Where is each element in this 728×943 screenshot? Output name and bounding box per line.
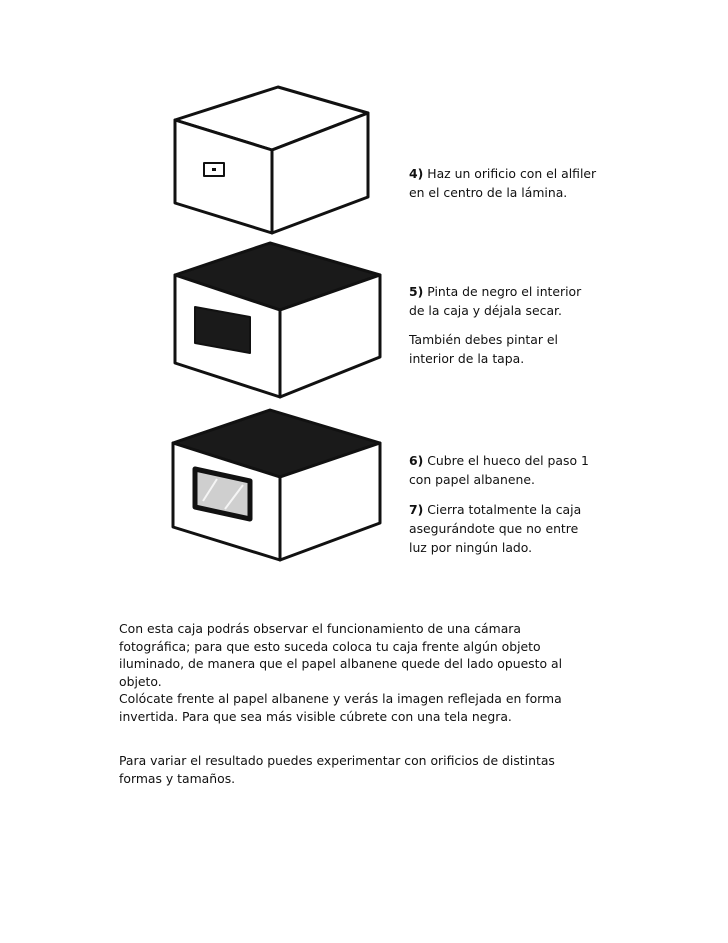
paragraph-variations: Para variar el resultado puedes experimentar con orificios de distintas formas y tamaños. bbox=[119, 753, 555, 786]
paragraph-camera-explanation: Con esta caja podrás observar el funcionamiento de una cámara fotográfica; para que esto suceda coloca tu caja frente algún objeto iluminado, de manera que el papel albanene quede del lado opuesto al objeto. bbox=[119, 621, 563, 689]
step-4 bbox=[409, 164, 599, 202]
step-number: 5) bbox=[409, 284, 424, 299]
step-text: Haz un orificio con el alfiler en el centro de la lámina. bbox=[409, 166, 597, 200]
step-5 bbox=[409, 282, 599, 320]
step-number: 4) bbox=[409, 166, 424, 181]
step-7 bbox=[409, 500, 599, 557]
step-text: Pinta de negro el interior de la caja y déjala secar. bbox=[409, 284, 582, 318]
pinhole bbox=[212, 168, 216, 171]
step-note: También debes pintar el interior de la tapa. bbox=[409, 332, 558, 366]
open-box-black-interior-illustration bbox=[165, 235, 405, 405]
step-number: 6) bbox=[409, 453, 424, 468]
step-number: 7) bbox=[409, 502, 424, 517]
step-5-note bbox=[409, 330, 599, 368]
step-text: Cubre el hueco del paso 1 con papel albanene. bbox=[409, 453, 589, 487]
paragraph-inverted-image: Colócate frente al papel albanene y verás la imagen reflejada en forma invertida. Para que sea más visible cúbrete con una tela negra. bbox=[119, 691, 562, 724]
box-with-albanene-illustration bbox=[165, 405, 405, 565]
step-6 bbox=[409, 451, 599, 489]
step-text: Cierra totalmente la caja asegurándote que no entre luz por ningún lado. bbox=[409, 502, 582, 555]
closed-box-pinhole-illustration bbox=[160, 85, 400, 235]
